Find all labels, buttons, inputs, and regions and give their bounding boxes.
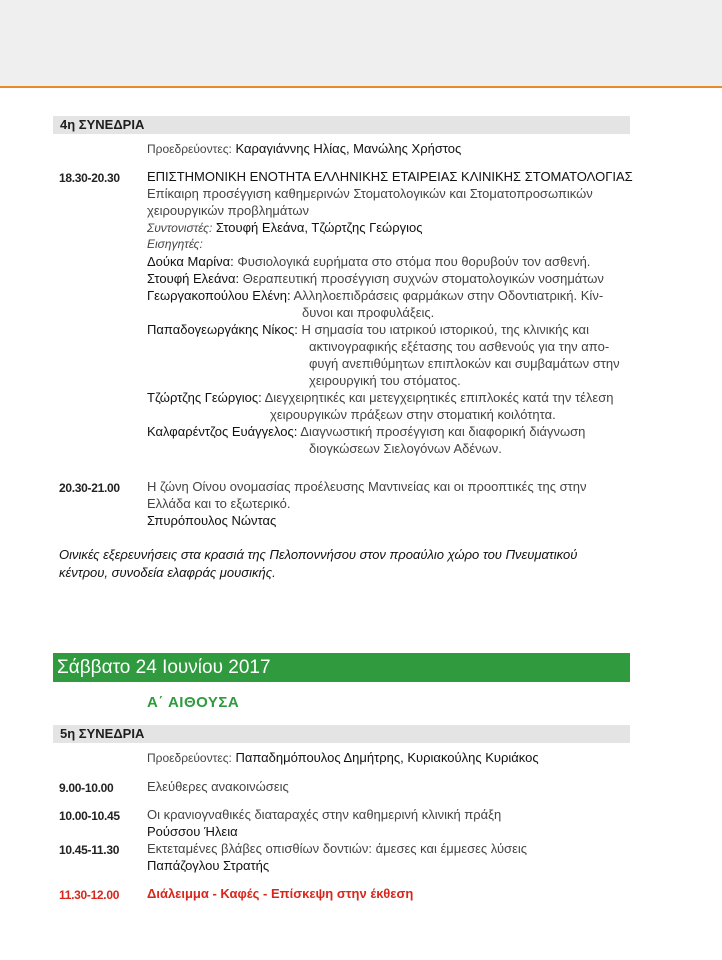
item-title: Ελεύθερες ανακοινώσεις [147,779,289,794]
talk-speaker: Γεωργακοπούλου Ελένη: [147,288,291,303]
talk-speaker: Στουφή Ελεάνα: [147,271,240,286]
talk-title: Η σημασία του ιατρικού ιστορικού, της κλινικής και [301,322,589,337]
time-slot: 9.00-10.00 [59,781,114,795]
chairs-names: Παπαδημόπουλος Δημήτρης, Κυριακούλης Κυριάκος [235,750,539,765]
talk-speaker: Δούκα Μαρίνα: [147,254,234,269]
break-title: Διάλειμμα - Καφές - Επίσκεψη στην έκθεση [147,886,414,901]
talk-title-cont: χειρουργικών πράξεων στην στοματική κοιλότητα. [270,407,556,422]
item-speaker: Παπάζογλου Στρατής [147,858,270,873]
session-4-bar [53,116,630,134]
talk-speaker: Τζώρτζης Γεώργιος: [147,390,262,405]
block-subtitle-line-1: Επίκαιρη προσέγγιση καθημερινών Στοματολογικών και Στοματοπροσωπικών [147,186,593,201]
header-band [0,0,722,86]
wine-talk-title-line-1: Η ζώνη Οίνου ονομασίας προέλευσης Μαντινείας και οι προοπτικές της στην [147,479,587,494]
talk-title: Θεραπευτική προσέγγιση συχνών στοματολογικών νοσημάτων [242,271,604,286]
block-heading: ΕΠΙΣΤΗΜΟΝΙΚΗ ΕΝΟΤΗΤΑ ΕΛΛΗΝΙΚΗΣ ΕΤΑΙΡΕΙΑΣ ΚΛΙΝΙΚΗΣ ΣΤΟΜΑΤΟΛΟΓΙΑΣ [147,169,633,184]
talk-item [147,321,589,338]
item-speaker: Ρούσσου Ήλεια [147,824,238,839]
wine-talk-title-line-2: Ελλάδα και το εξωτερικό. [147,496,291,511]
talk-title-cont: ακτινογραφικής εξέτασης του ασθενούς για την απο- [309,339,610,354]
coordinators-names: Στουφή Ελεάνα, Τζώρτζης Γεώργιος [215,220,423,235]
speakers-label: Εισηγητές: [147,237,203,251]
time-slot: 20.30-21.00 [59,481,120,495]
session-5-chairs [147,750,539,765]
talk-speaker: Παπαδογεωργάκης Νίκος: [147,322,298,337]
day-title: Σάββατο 24 Ιουνίου 2017 [57,657,271,678]
talk-title: Φυσιολογικά ευρήματα στο στόμα που θορυβούν τον ασθενή. [237,254,591,269]
day-header-bar [53,653,630,682]
time-slot-break: 11.30-12.00 [59,888,120,902]
session-4-chairs [147,141,461,156]
time-slot: 18.30-20.30 [59,171,120,185]
header-divider [0,86,722,88]
talk-item [147,253,590,270]
talk-item [147,270,604,287]
talk-title-cont: φυγή ανεπιθύμητων επιπλοκών και συμβαμάτων στην [309,356,620,371]
talk-title: Διαγνωστική προσέγγιση και διαφορική διάγνωση [300,424,586,439]
item-title: Οι κρανιογναθικές διαταραχές στην καθημερινή κλινική πράξη [147,807,502,822]
talk-title-cont: χειρουργική του στόματος. [309,373,461,388]
chairs-label: Προεδρεύοντες: [147,751,232,765]
time-slot: 10.45-11.30 [59,843,120,857]
session-5-bar [53,725,630,743]
time-slot: 10.00-10.45 [59,809,120,823]
item-title: Εκτεταμένες βλάβες οπισθίων δοντιών: άμεσες και έμμεσες λύσεις [147,841,528,856]
talk-title-cont: διογκώσεων Σιελογόνων Αδένων. [309,441,502,456]
session-5-title: 5η ΣΥΝΕΔΡΙΑ [60,726,145,741]
note-line-1: Οινικές εξερευνήσεις στα κρασιά της Πελοποννήσου στον προαύλιο χώρο του Πνευματικού [59,547,578,562]
block-subtitle-line-2: χειρουργικών προβλημάτων [147,203,310,218]
talk-title-cont: δυνοι και προφυλάξεις. [302,305,435,320]
chairs-names: Καραγιάννης Ηλίας, Μανώλης Χρήστος [235,141,462,156]
talk-title: Διεγχειρητικές και μετεγχειρητικές επιπλοκές κατά την τέλεση [264,390,614,405]
talk-speaker: Καλφαρέντζος Ευάγγελος: [147,424,298,439]
session-4-title: 4η ΣΥΝΕΔΡΙΑ [60,117,145,132]
hall-title: Α΄ ΑΙΘΟΥΣΑ [147,694,240,711]
talk-item [147,423,585,440]
note-line-2: κέντρου, συνοδεία ελαφράς μουσικής. [59,565,276,580]
talk-item [147,389,613,406]
talk-item [147,287,603,304]
chairs-label: Προεδρεύοντες: [147,142,232,156]
wine-talk-speaker: Σπυρόπουλος Νώντας [147,513,277,528]
coordinators [147,219,423,237]
talk-title: Αλληλοεπιδράσεις φαρμάκων στην Οδοντιατρική. Κίν- [293,288,604,303]
coordinators-label: Συντονιστές: [147,221,213,235]
